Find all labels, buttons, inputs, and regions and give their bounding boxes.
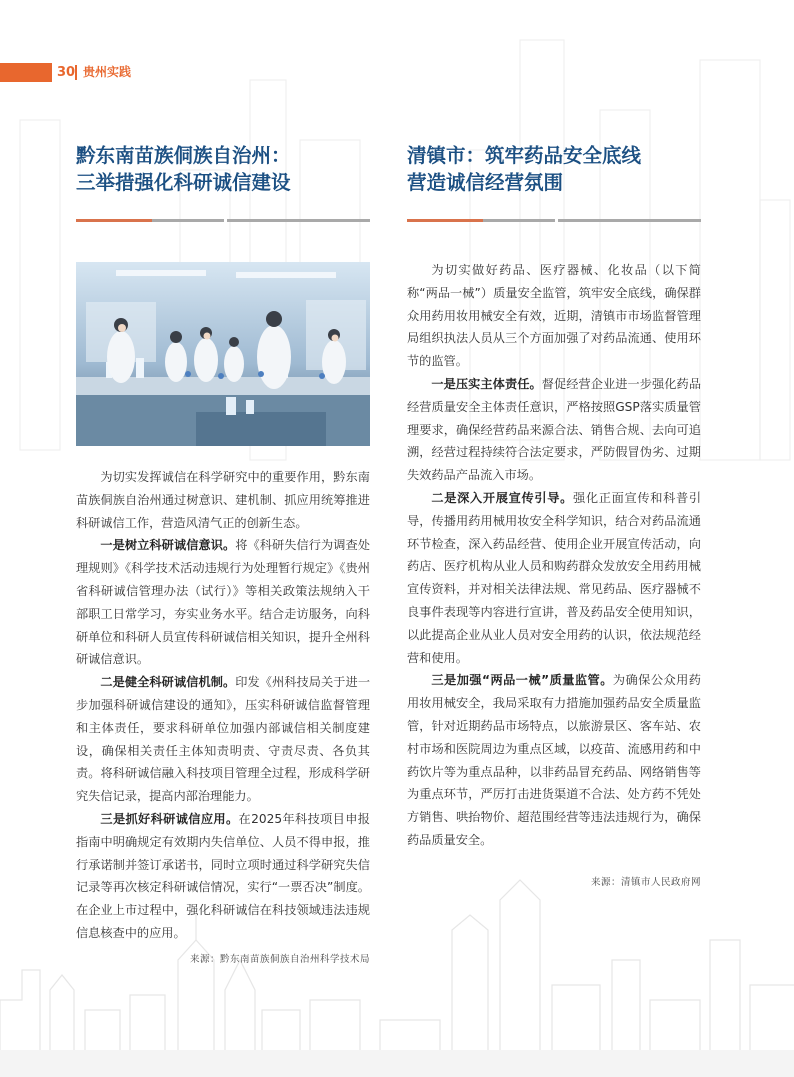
paragraph: 三是加强“两品一械”质量监管。为确保公众用药用妆用械安全，我局采取有力措施加强药品安全质量监管，针对近期药品市场特点，以旅游景区、客车站、农村市场和医院周边为重点区域，以疫苗、流感用药和中药饮片等为重点品种，以非药品冒充药品、网络销售等为重点环节，严厉打击进货渠道不合法、处方药不凭处方销售、哄抬物价、超范围经营等违法违规行为，确保药品质量安全。: [407, 673, 701, 847]
left-title-rule-accent: [76, 219, 152, 222]
left-title-line1: 黔东南苗族侗族自治州：: [76, 144, 291, 167]
left-title-line2: 三举措强化科研诚信建设: [76, 171, 291, 194]
left-article-source: 来源：黔东南苗族侗族自治州科学技术局: [189, 953, 370, 965]
left-title-rule: [76, 219, 370, 222]
paragraph-lead: 三是加强“两品一械”质量监管。: [431, 673, 613, 688]
section-name: 贵州实践: [83, 65, 132, 79]
paragraph: 二是健全科研诚信机制。印发《州科技局关于进一步加强科研诚信建设的通知》，压实科研诚信监督管理和主体责任，要求科研单位加强内部诚信相关制度建设，确保相关责任主体知责明责、守责尽责、各负其责。将科研诚信融入科技项目管理全过程，形成科学研究失信记录，提高内部治理能力。: [76, 675, 371, 804]
page-number: 30: [57, 65, 76, 80]
paragraph-lead: 三是抓好科研诚信应用。: [100, 811, 239, 826]
header-accent-bar: [0, 63, 52, 82]
paragraph: 一是压实主体责任。督促经营企业进一步强化药品经营质量安全主体责任意识，严格按照GSP落实质量管理要求，确保经营药品来源合法、销售合规、去向可追溯，经营过程持续符合法定要求，严防假冒伪劣、过期失效药品产品流入市场。: [407, 376, 702, 483]
left-article-title: [76, 142, 370, 196]
right-article-body: [407, 259, 701, 888]
right-article-source: 来源：清镇市人民政府网: [590, 876, 701, 888]
right-article: [407, 142, 701, 888]
paragraph: 二是深入开展宣传引导。强化正面宣传和科普引导，传播用药用械用妆安全科学知识，结合对药品流通环节检查，深入药品经营、使用企业开展宣传活动，向药店、医疗机构从业人员和购药群众发放安全用药用械宣传资料，并对相关法律法规、常见药品、医疗器械不良事件表现等内容进行宣讲，普及药品安全使用知识，以此提高企业从业人员对安全用药的认识，依法规范经营和使用。: [407, 490, 702, 665]
paragraph-lead: 二是深入开展宣传引导。: [431, 490, 573, 505]
paragraph-lead: 一是压实主体责任。: [431, 376, 542, 391]
paragraph: 为切实做好药品、医疗器械、化妆品（以下简称“两品一械”）质量安全监管，筑牢安全底线，确保群众用药用妆用械安全有效，近期，清镇市市场监督管理局组织执法人员从三个方面加强了对药品流通、使用环节的监管。: [407, 263, 701, 369]
header-divider: [75, 65, 77, 80]
right-title-line2: 营造诚信经营氛围: [407, 171, 564, 194]
right-article-title: [407, 142, 701, 196]
paragraph-lead: 二是健全科研诚信机制。: [100, 675, 236, 690]
paragraph: 一是树立科研诚信意识。将《科研失信行为调查处理规则》《科学技术活动违规行为处理暂行规定》《贵州省科研诚信管理办法（试行）》等相关政策法规纳入干部职工日常学习，夯实业务水平。结合走访服务，向科研单位和科研人员宣传科研诚信相关知识，提升全州科研诚信意识。: [76, 538, 371, 667]
right-title-line1: 清镇市：筑牢药品安全底线: [407, 144, 642, 167]
right-title-rule: [407, 219, 701, 222]
right-title-rule-accent: [407, 219, 483, 222]
paragraph: 为切实发挥诚信在科学研究中的重要作用，黔东南苗族侗族自治州通过树意识、建机制、抓应用统筹推进科研诚信工作，营造风清气正的创新生态。: [76, 470, 370, 530]
left-article: [76, 142, 370, 965]
paragraph-lead: 一是树立科研诚信意识。: [100, 538, 236, 553]
laboratory-photo: [76, 262, 370, 446]
left-article-body: [76, 466, 370, 965]
paragraph: 三是抓好科研诚信应用。在2025年科技项目申报指南中明确规定有效期内失信单位、人员不得申报，推行承诺制并签订承诺书，同时立项时通过科学研究失信记录等再次核定科研诚信情况，实行“一票否决”制度。在企业上市过程中，强化科研诚信在科技领域违法违规信息核查中的应用。: [76, 811, 370, 940]
